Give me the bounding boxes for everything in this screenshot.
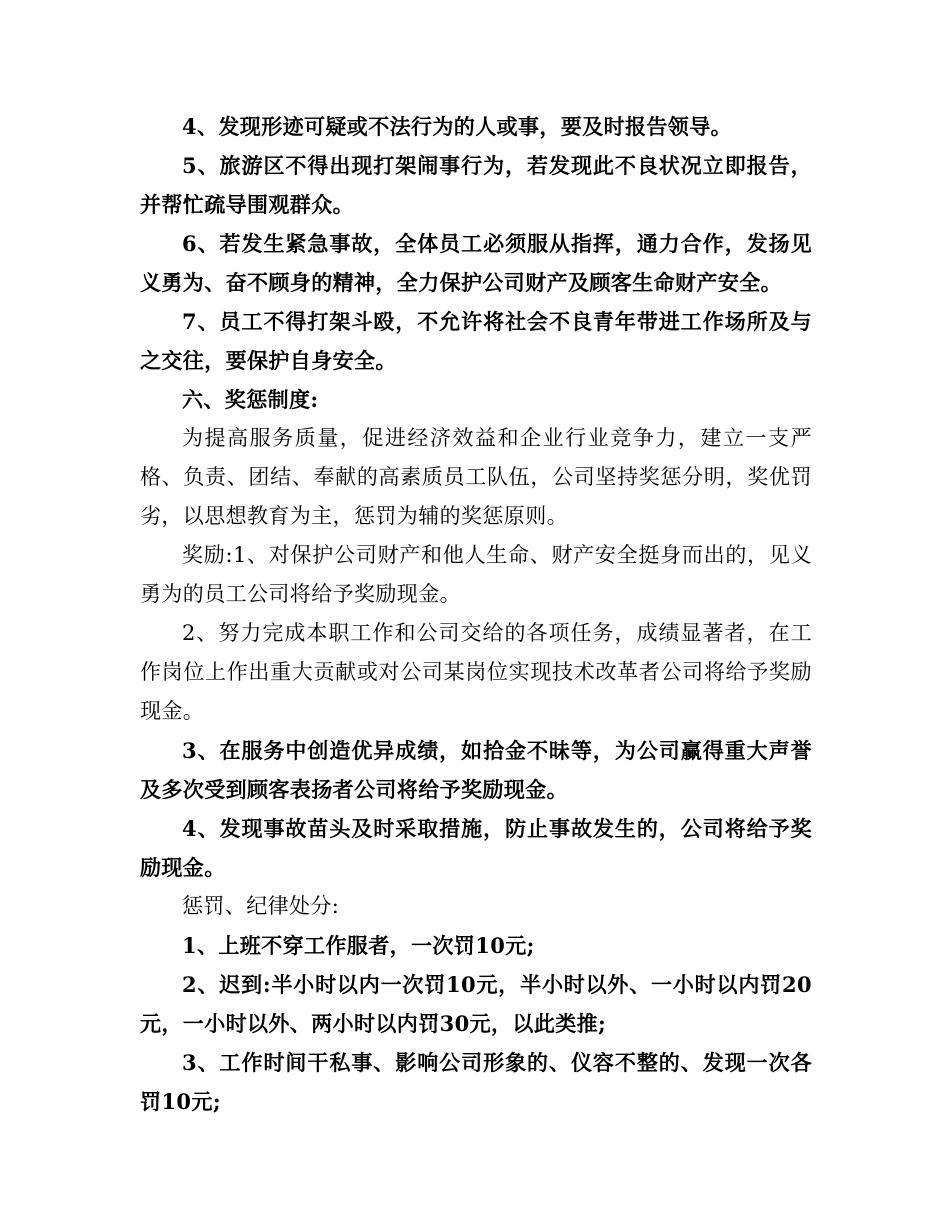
paragraph-penalty-2: 2、迟到:半小时以内一次罚10元，半小时以外、一小时以内罚20元，一小时以外、两小时以内罚30元，以此类推;	[140, 972, 812, 1036]
subheading-penalties: 惩罚、纪律处分:	[182, 894, 340, 918]
paragraph-rewards-intro: 为提高服务质量，促进经济效益和企业行业竞争力，建立一支严格、负责、团结、奉献的高素质员工队伍，公司坚持奖惩分明，奖优罚劣，以思想教育为主，惩罚为辅的奖惩原则。	[140, 426, 812, 528]
paragraph-reward-2: 2、努力完成本职工作和公司交给的各项任务，成绩显著者，在工作岗位上作出重大贡献或对公司某岗位实现技术改革者公司将给予奖励现金。	[140, 621, 812, 723]
paragraph-security-rule-4: 4、发现形迹可疑或不法行为的人或事，要及时报告领导。	[182, 114, 733, 139]
paragraph-reward-1: 奖励:1、对保护公司财产和他人生命、财产安全挺身而出的，见义勇为的员工公司将给予奖励现金。	[140, 543, 812, 606]
paragraph-penalty-1: 1、上班不穿工作服者，一次罚10元;	[182, 933, 535, 958]
paragraph-security-rule-5: 5、旅游区不得出现打架闹事行为，若发现此不良状况立即报告，并帮忙疏导围观群众。	[140, 153, 812, 217]
section-heading-rewards-penalties: 六、奖惩制度:	[182, 387, 319, 412]
paragraph-reward-3: 3、在服务中创造优异成绩，如拾金不昧等，为公司赢得重大声誉及多次受到顾客表扬者公司将给予奖励现金。	[140, 738, 812, 802]
document-body	[140, 107, 812, 1121]
paragraph-security-rule-6: 6、若发生紧急事故，全体员工必须服从指挥，通力合作，发扬见义勇为、奋不顾身的精神，全力保护公司财产及顾客生命财产安全。	[140, 231, 812, 295]
paragraph-reward-4: 4、发现事故苗头及时采取措施，防止事故发生的，公司将给予奖励现金。	[140, 816, 812, 880]
paragraph-security-rule-7: 7、员工不得打架斗殴，不允许将社会不良青年带进工作场所及与之交往，要保护自身安全。	[140, 309, 812, 373]
paragraph-penalty-3: 3、工作时间干私事、影响公司形象的、仪容不整的、发现一次各罚10元;	[140, 1050, 812, 1114]
